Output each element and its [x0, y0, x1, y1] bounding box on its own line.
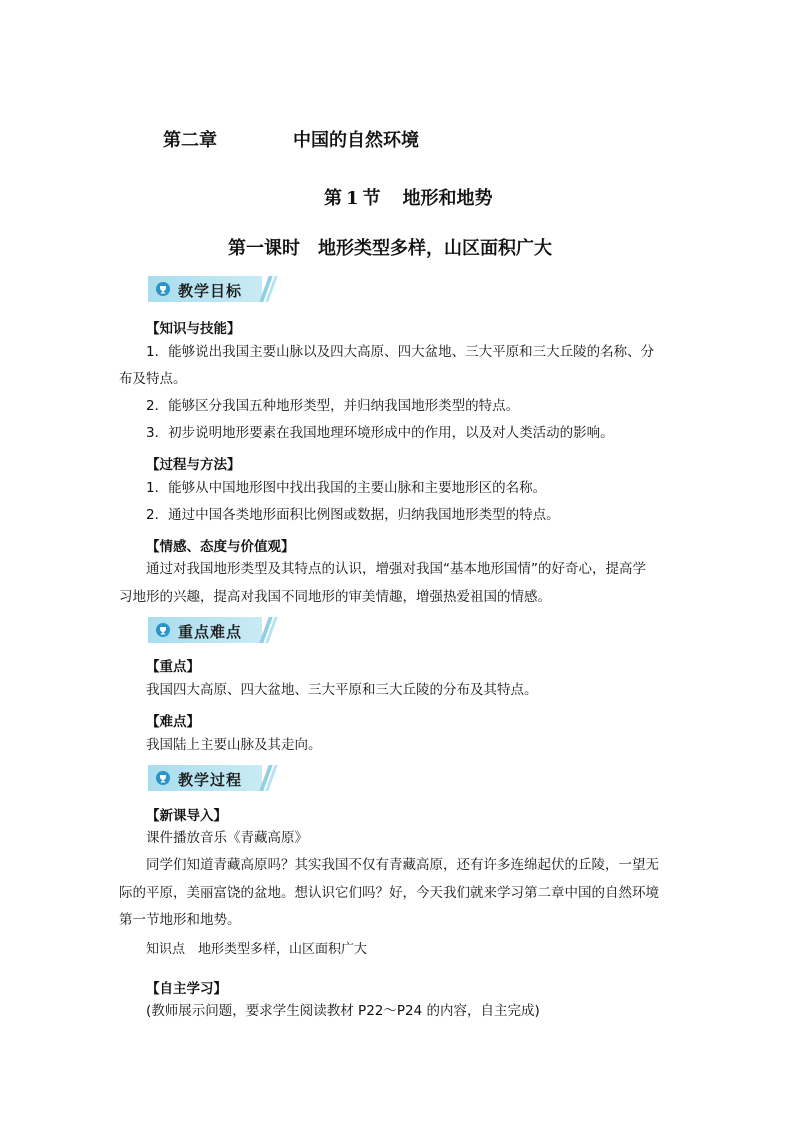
section-title	[324, 184, 493, 210]
banner-label: 教学过程	[178, 771, 243, 789]
knowledge-item-3: 3．初步说明地形要素在我国地理环境形成中的作用，以及对人类活动的影响。	[146, 425, 614, 441]
knowledge-heading: 【知识与技能】	[146, 321, 241, 337]
lesson-title: 第一课时 地形类型多样，山区面积广大	[228, 238, 552, 259]
banner-key-difficult-points	[148, 617, 274, 643]
intro-text-1: 课件播放音乐《青藏高原》	[146, 830, 308, 846]
trophy-icon	[156, 771, 170, 785]
trophy-icon	[156, 282, 170, 296]
chapter-label: 第二章	[163, 130, 217, 151]
knowledge-point: 知识点 地形类型多样，山区面积广大	[146, 942, 368, 957]
focus-heading: 【重点】	[146, 659, 200, 675]
section-name: 地形和地势	[402, 188, 493, 209]
banner-teaching-process	[148, 765, 274, 791]
knowledge-item-1b: 布及特点。	[119, 371, 187, 387]
banner-teaching-goals	[148, 276, 274, 302]
intro-heading: 【新课导入】	[146, 808, 227, 824]
knowledge-item-1a: 1．能够说出我国主要山脉以及四大高原、四大盆地、三大平原和三大丘陵的名称、分	[146, 344, 655, 360]
banner-label: 重点难点	[178, 623, 243, 641]
difficulty-text: 我国陆上主要山脉及其走向。	[146, 737, 322, 753]
emotion-text-a: 通过对我国地形类型及其特点的认识，增强对我国“基本地形国情”的好奇心，提高学	[146, 561, 646, 577]
intro-text-2b: 际的平原，美丽富饶的盆地。想认识它们吗？好，今天我们就来学习第二章中国的自然环境	[119, 885, 659, 901]
trophy-icon	[156, 623, 170, 637]
knowledge-item-2: 2．能够区分我国五种地形类型，并归纳我国地形类型的特点。	[146, 398, 520, 414]
process-item-2: 2．通过中国各类地形面积比例图或数据，归纳我国地形类型的特点。	[146, 507, 560, 523]
difficulty-heading: 【难点】	[146, 714, 200, 730]
self-study-heading: 【自主学习】	[146, 981, 227, 997]
section-prefix: 第	[324, 188, 342, 209]
self-study-text: (教师展示问题，要求学生阅读教材 P22～P24 的内容，自主完成)	[146, 1003, 540, 1019]
emotion-heading: 【情感、态度与价值观】	[146, 539, 295, 555]
banner-label: 教学目标	[178, 282, 243, 300]
focus-text: 我国四大高原、四大盆地、三大平原和三大丘陵的分布及其特点。	[146, 682, 538, 698]
intro-text-2a: 同学们知道青藏高原吗？其实我国不仅有青藏高原，还有许多连绵起伏的丘陵，一望无	[146, 857, 659, 873]
intro-text-2c: 第一节地形和地势。	[119, 912, 241, 928]
section-suffix: 节	[362, 188, 381, 209]
process-method-heading: 【过程与方法】	[146, 457, 241, 473]
chapter-title: 中国的自然环境	[293, 130, 419, 151]
section-number: 1	[346, 188, 359, 209]
emotion-text-b: 习地形的兴趣，提高对我国不同地形的审美情趣，增强热爱祖国的情感。	[119, 589, 551, 605]
process-item-1: 1．能够从中国地形图中找出我国的主要山脉和主要地形区的名称。	[146, 480, 547, 496]
